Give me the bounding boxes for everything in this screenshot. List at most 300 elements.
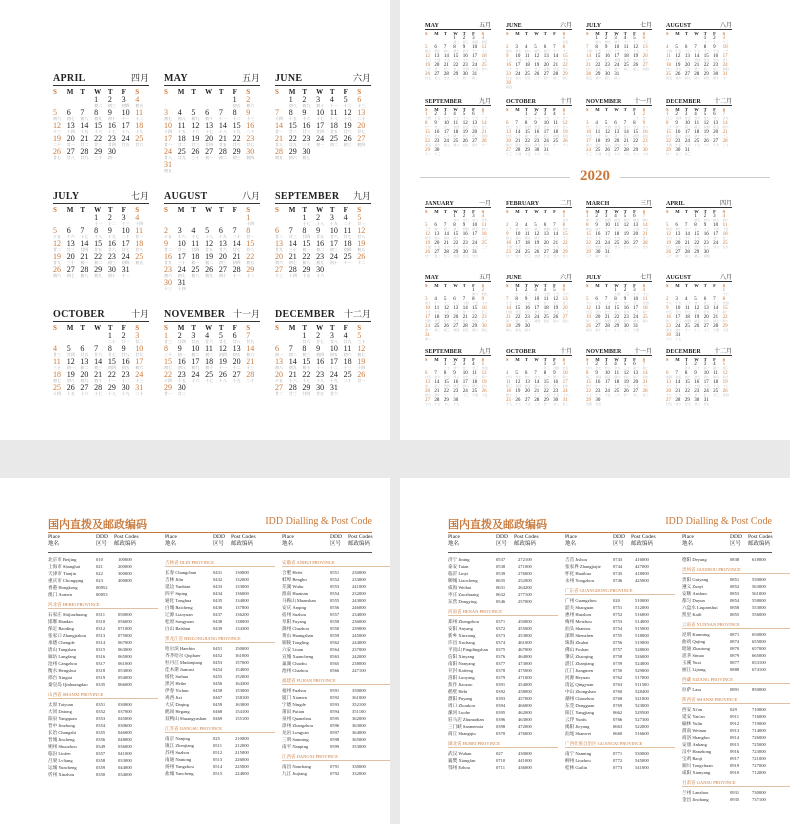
day-cell	[444, 72, 453, 81]
lunar-date: 十四	[135, 221, 144, 226]
area-code: 0595	[330, 716, 340, 721]
directory-row	[565, 750, 675, 757]
post-code: 264200	[518, 585, 532, 590]
post-code: 100000	[118, 557, 132, 562]
month-header	[275, 306, 371, 322]
lunar-date: 初九	[316, 260, 325, 265]
day-number: 27	[218, 265, 227, 274]
lunar-date: 初三	[623, 134, 630, 138]
day-cell	[614, 232, 623, 241]
city-name: 吕梁 Lvliang	[48, 758, 73, 763]
day-number: 12	[425, 54, 430, 59]
lunar-date: 三十	[586, 254, 593, 258]
day-cell	[723, 54, 732, 63]
lunar-date: 初六	[684, 375, 691, 379]
lunar-date: 廿三	[472, 366, 479, 370]
directory-row	[165, 583, 275, 590]
day-number: 18	[481, 232, 487, 237]
day-number: 19	[357, 357, 366, 366]
lunar-date: 十九	[329, 378, 338, 383]
city-name: 凯里 Kaili	[682, 612, 702, 617]
weekday-label: F	[553, 357, 556, 362]
area-code: 0554	[330, 591, 340, 596]
day-cell	[191, 371, 205, 384]
day-number: 24	[534, 315, 540, 320]
day-cell	[544, 306, 553, 315]
lunar-date: 廿五	[623, 58, 630, 62]
day-cell	[472, 139, 481, 148]
lunar-date: 十五	[524, 152, 531, 156]
lunar-date: 廿一	[434, 67, 441, 71]
day-number: 25	[343, 370, 352, 379]
empty-cell	[694, 288, 703, 297]
month-calendar	[666, 346, 732, 407]
header-post-cn: 邮政编码	[748, 541, 771, 547]
day-cell	[444, 139, 453, 148]
day-number: 5	[343, 95, 348, 104]
day-number: 30	[524, 324, 530, 329]
lunar-date: 初一	[675, 254, 682, 258]
day-number: 24	[462, 389, 468, 394]
day-cell	[694, 223, 703, 232]
day-number: 30	[462, 250, 468, 255]
directory-row	[565, 604, 675, 611]
lunar-date: 初九	[586, 227, 593, 231]
day-number: 11	[343, 344, 352, 353]
day-cell	[675, 250, 684, 259]
post-code: 046000	[118, 730, 132, 735]
day-cell	[605, 63, 614, 72]
lunar-date: 初二	[453, 40, 460, 44]
day-number: 24	[586, 148, 591, 153]
directory-row	[165, 687, 275, 694]
day-cell	[633, 223, 642, 232]
day-cell	[453, 362, 462, 371]
lunar-date: 十二	[425, 152, 432, 156]
weekday-label: M	[595, 283, 600, 288]
day-number: 2	[462, 214, 466, 219]
day-number: 11	[524, 54, 530, 59]
day-cell	[506, 223, 515, 232]
area-code: 0593	[330, 702, 340, 707]
day-number: 8	[453, 223, 456, 228]
weekday-label: T	[218, 88, 224, 96]
area-code: 0870	[730, 646, 740, 651]
lunar-date: 廿九	[595, 67, 602, 71]
day-cell	[624, 315, 633, 324]
lunar-date: 三十	[53, 365, 61, 370]
day-number: 30	[481, 324, 487, 329]
lunar-date: 三十	[66, 260, 75, 265]
directory-row	[448, 625, 558, 632]
day-number: 26	[703, 139, 709, 144]
area-code: 0663	[613, 724, 623, 729]
city-name: 四平 Siping	[165, 591, 188, 596]
lunar-date: 十八	[218, 129, 227, 134]
lunar-date: 廿三	[666, 245, 673, 249]
day-cell	[704, 121, 713, 130]
month-name-cn: 一月	[478, 201, 491, 207]
directory-row	[282, 667, 390, 674]
lunar-date: 十四	[472, 393, 479, 397]
day-cell	[453, 214, 462, 223]
directory-row	[282, 618, 390, 625]
day-grid	[506, 36, 572, 90]
lunar-date: 十九	[675, 301, 682, 305]
day-number: 26	[722, 389, 728, 394]
day-number: 21	[553, 241, 559, 246]
day-cell	[643, 54, 652, 63]
day-number: 21	[246, 357, 255, 366]
post-code: 527300	[635, 717, 649, 722]
lunar-date: 初五	[164, 168, 172, 173]
lunar-date: 初七	[164, 365, 172, 370]
day-number: 28	[623, 148, 629, 153]
day-cell	[534, 54, 543, 63]
weekday-label: W	[694, 107, 699, 112]
directory-row	[48, 715, 158, 722]
area-code: 0596	[330, 723, 340, 728]
lunar-date: 廿九	[703, 310, 710, 314]
weekday-label: M	[675, 357, 680, 362]
day-cell	[586, 121, 595, 130]
lunar-date: 二十	[553, 116, 560, 120]
directory-row	[165, 763, 275, 770]
day-number: 28	[553, 250, 559, 255]
lunar-date: 十九	[232, 129, 241, 134]
day-number: 14	[713, 306, 719, 311]
day-cell	[534, 223, 543, 232]
empty-cell	[425, 288, 434, 297]
day-cell	[275, 266, 289, 279]
day-number: 24	[722, 63, 728, 68]
lunar-date: 三十	[288, 247, 297, 252]
lunar-date: 廿三	[53, 352, 61, 357]
lunar-date: 初八	[553, 384, 560, 388]
day-number: 3	[472, 214, 475, 219]
day-number: 3	[713, 214, 716, 219]
day-number: 15	[443, 380, 449, 385]
lunar-date: 廿六	[472, 254, 479, 258]
lunar-date: 初二	[434, 328, 441, 332]
weekday-label: F	[343, 324, 348, 332]
day-number: 25	[666, 72, 671, 77]
post-code: 458000	[518, 689, 532, 694]
day-number: 6	[205, 108, 210, 117]
day-number: 28	[642, 241, 648, 246]
weekday-label: T	[80, 88, 86, 96]
lunar-date: 初八	[722, 319, 729, 323]
day-cell	[472, 250, 481, 259]
area-code: 0853	[730, 591, 740, 596]
day-cell	[563, 288, 572, 297]
lunar-date: 廿七	[595, 366, 602, 370]
lunar-date: 廿五	[515, 310, 522, 314]
weekday-label: S	[666, 209, 669, 214]
day-cell	[586, 214, 595, 223]
empty-cell	[544, 214, 553, 223]
weekday-label: M	[515, 209, 520, 214]
day-number: 6	[357, 95, 362, 104]
day-cell	[463, 45, 472, 54]
day-number: 16	[534, 130, 540, 135]
directory-row	[448, 570, 558, 577]
lunar-date: 初七	[633, 218, 640, 222]
day-number: 13	[562, 297, 568, 302]
lunar-date: 三十	[666, 125, 673, 129]
day-cell	[444, 324, 453, 333]
day-cell	[434, 54, 443, 63]
day-number: 4	[713, 362, 716, 367]
weekday-label: T	[543, 357, 547, 362]
empty-cell	[463, 288, 472, 297]
day-number: 6	[562, 288, 566, 293]
lunar-date: 十二	[121, 378, 130, 383]
day-cell	[553, 362, 562, 371]
day-number: 15	[288, 121, 297, 130]
lunar-date: 十八	[595, 393, 602, 397]
day-number: 21	[481, 130, 487, 135]
post-code: 473000	[518, 661, 532, 666]
weekday-label: W	[534, 31, 539, 36]
area-code: 0917	[730, 756, 740, 761]
area-code: 00852	[96, 585, 108, 590]
day-cell	[694, 54, 703, 63]
day-number: 10	[472, 223, 478, 228]
day-cell	[463, 297, 472, 306]
day-number: 13	[232, 344, 241, 353]
lunar-date: 十三	[425, 58, 432, 62]
weekday-label: S	[722, 107, 726, 112]
day-number: 23	[675, 139, 681, 144]
day-cell	[605, 214, 614, 223]
lunar-date: 初八	[472, 292, 479, 296]
day-number: 30	[453, 398, 459, 403]
day-number: 14	[288, 357, 297, 366]
day-number: 19	[623, 232, 629, 237]
lunar-date: 初四	[246, 155, 255, 160]
lunar-date: 二十	[246, 129, 255, 134]
day-number: 1	[288, 95, 293, 104]
day-cell	[563, 250, 572, 259]
lunar-date: 廿四	[107, 142, 116, 147]
day-cell	[444, 223, 453, 232]
header-ddd-cn: 区号	[496, 541, 508, 547]
day-number: 9	[675, 121, 678, 126]
day-number: 16	[694, 380, 700, 385]
lunar-date: 廿四	[524, 125, 531, 129]
day-cell	[605, 232, 614, 241]
lunar-date: 廿八	[462, 319, 469, 323]
area-code: 0757	[613, 647, 623, 652]
lunar-date: 初七	[434, 49, 441, 53]
day-number: 21	[553, 63, 559, 68]
day-cell	[463, 371, 472, 380]
day-number: 2	[604, 36, 608, 41]
lunar-date: 廿五	[218, 142, 227, 147]
month-name: OCTOBER	[506, 349, 536, 355]
day-number: 26	[623, 389, 629, 394]
weekday-label: W	[694, 357, 699, 362]
area-code: 0458	[213, 688, 223, 693]
weekday-label: T	[703, 283, 707, 288]
day-cell	[544, 398, 553, 407]
weekday-label: T	[443, 283, 447, 288]
lunar-date: 初七	[425, 236, 432, 240]
weekday-label: F	[232, 206, 237, 214]
lunar-date: 十六	[481, 301, 488, 305]
day-number: 4	[614, 214, 617, 219]
day-cell	[713, 389, 722, 398]
day-number: 24	[177, 265, 186, 274]
weekday-label: W	[534, 283, 539, 288]
day-number: 10	[604, 223, 610, 228]
area-code: 0746	[613, 578, 623, 583]
weekday-label: S	[586, 283, 589, 288]
day-cell	[643, 232, 652, 241]
lunar-date: 二十	[121, 234, 130, 239]
day-number: 31	[633, 324, 639, 329]
day-number: 30	[164, 278, 172, 287]
lunar-date: 初六	[53, 116, 61, 121]
day-number: 18	[722, 232, 728, 237]
day-cell	[444, 232, 453, 241]
day-cell	[553, 72, 562, 81]
day-number: 2	[434, 112, 437, 117]
lunar-date: 十六	[191, 378, 200, 383]
area-code: 0312	[96, 626, 106, 631]
month-calendar	[164, 306, 260, 397]
lunar-date: 廿四	[506, 310, 513, 314]
day-number: 9	[506, 232, 509, 237]
lunar-date: 十九	[604, 393, 611, 397]
day-number: 4	[177, 108, 182, 117]
post-code: 516600	[635, 731, 649, 736]
weekday-label: W	[453, 209, 458, 214]
day-number: 25	[524, 72, 530, 77]
weekday-label: M	[515, 357, 520, 362]
lunar-date: 廿四	[595, 245, 602, 249]
city-name: 吉林 Jilin	[165, 577, 184, 582]
day-cell	[544, 380, 553, 389]
lunar-date: 初六	[703, 319, 710, 323]
day-cell	[344, 253, 358, 266]
lunar-date: 二十	[684, 301, 691, 305]
day-cell	[614, 148, 623, 157]
month-name-cn: 十一月	[633, 349, 652, 355]
lunar-date: 廿七	[107, 352, 116, 357]
day-cell	[563, 72, 572, 81]
day-cell	[666, 250, 675, 259]
day-number: 20	[205, 134, 214, 143]
weekday-label: S	[666, 107, 669, 112]
header-ddd: DDD	[330, 534, 342, 540]
day-cell	[586, 297, 595, 306]
day-number: 12	[623, 223, 629, 228]
city-name: 惠州 Huizhou	[565, 612, 592, 617]
lunar-date: 十六	[562, 393, 569, 397]
day-cell	[723, 362, 732, 371]
lunar-date: 二十	[534, 301, 541, 305]
day-cell	[453, 297, 462, 306]
day-number: 27	[713, 139, 719, 144]
lunar-date: 初二	[316, 247, 325, 252]
day-cell	[482, 130, 491, 139]
day-number: 21	[288, 370, 297, 379]
lunar-date: 十三	[357, 103, 366, 108]
day-cell	[605, 380, 614, 389]
day-number: 8	[232, 108, 237, 117]
lunar-date: 廿七	[481, 125, 488, 129]
directory-row	[682, 597, 790, 604]
day-number: 21	[642, 232, 648, 237]
day-cell	[534, 130, 543, 139]
day-cell	[515, 315, 524, 324]
day-number: 27	[595, 324, 601, 329]
lunar-date: 十九	[633, 49, 640, 53]
day-number: 12	[633, 45, 639, 50]
lunar-date: 十五	[595, 49, 602, 53]
weekday-label: M	[675, 31, 680, 36]
day-number: 20	[232, 357, 241, 366]
day-cell	[534, 306, 543, 315]
directory-row	[165, 694, 275, 701]
day-cell	[444, 241, 453, 250]
day-number: 3	[604, 214, 608, 219]
day-number: 15	[694, 232, 700, 237]
day-number: 19	[562, 130, 568, 135]
weekday-label: M	[434, 107, 439, 112]
day-number: 24	[472, 63, 478, 68]
lunar-date: 初六	[506, 143, 513, 147]
day-number: 10	[191, 344, 200, 353]
post-code: 154000	[235, 667, 249, 672]
day-cell	[675, 398, 684, 407]
empty-cell	[515, 362, 524, 371]
day-grid	[425, 214, 491, 259]
lunar-date: 廿二	[675, 58, 682, 62]
lunar-date: 初十	[329, 260, 338, 265]
empty-cell	[525, 214, 534, 223]
month-calendar	[586, 198, 652, 259]
day-cell	[444, 63, 453, 72]
day-number: 2	[121, 331, 126, 340]
lunar-date: 初十	[623, 143, 630, 147]
lunar-date: 三十	[357, 339, 366, 344]
day-number: 5	[675, 45, 678, 50]
day-number: 27	[562, 315, 568, 320]
lunar-date: 初四	[357, 142, 366, 147]
lunar-date: 十二	[694, 328, 701, 332]
empty-cell	[515, 214, 524, 223]
day-number: 18	[177, 134, 186, 143]
lunar-date: 初四	[633, 134, 640, 138]
day-number: 22	[543, 389, 549, 394]
lunar-date: 十八	[316, 378, 325, 383]
day-number: 25	[614, 389, 620, 394]
lunar-date: 初八	[642, 319, 649, 323]
day-number: 27	[642, 63, 648, 68]
lunar-date: 十六	[288, 378, 297, 383]
day-number: 2	[553, 362, 556, 367]
lunar-date: 初十	[205, 365, 214, 370]
area-code: 0315	[96, 647, 106, 652]
lunar-date: 二十	[246, 378, 255, 383]
day-cell	[275, 148, 289, 161]
month-name: MAY	[425, 23, 439, 29]
day-number: 16	[434, 130, 440, 135]
lunar-date: 初五	[694, 218, 701, 222]
